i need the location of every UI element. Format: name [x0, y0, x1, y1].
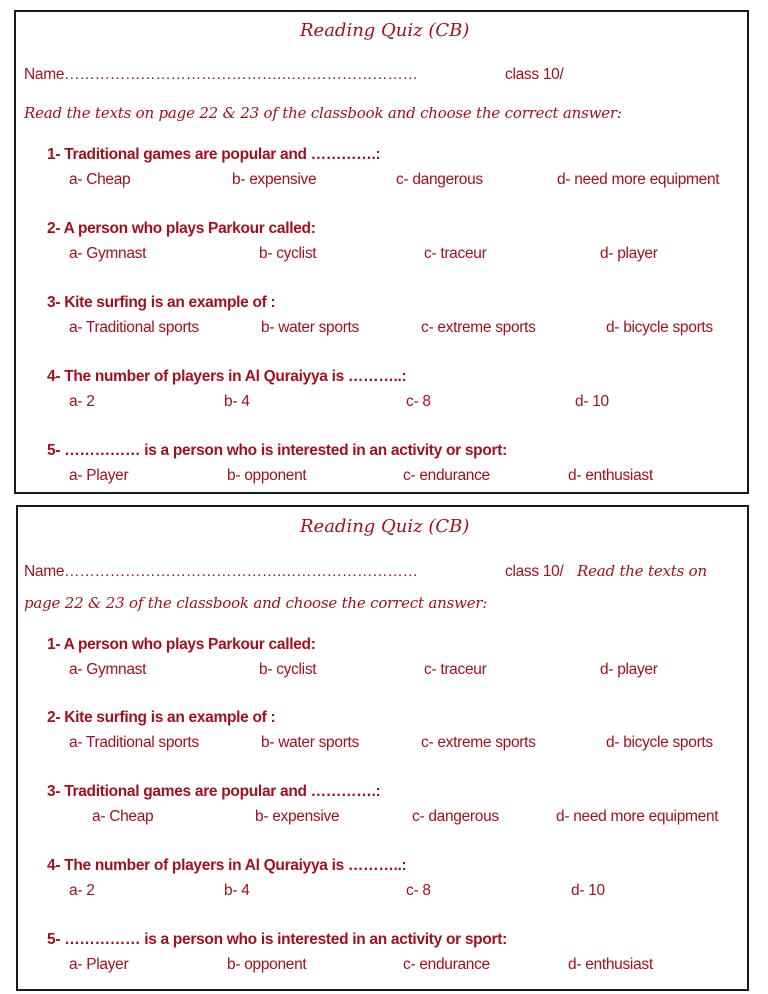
question-text: 5- …………… is a person who is interested in an activity or sport:	[47, 442, 507, 459]
instruction-text-continued: page 22 & 23 of the classbook and choose the correct answer:	[24, 594, 488, 612]
class-label: class 10/	[505, 66, 564, 83]
answer-option-c[interactable]: c- endurance	[403, 467, 490, 484]
answer-option-d[interactable]: d- player	[600, 661, 658, 678]
class-label: class 10/	[505, 563, 564, 580]
answer-option-a[interactable]: a- 2	[69, 882, 95, 899]
answer-option-b[interactable]: b- cyclist	[259, 661, 317, 678]
answer-option-a[interactable]: a- Player	[69, 956, 129, 973]
answer-option-b[interactable]: b- expensive	[232, 171, 317, 188]
answer-option-a[interactable]: a- Player	[69, 467, 129, 484]
question-text: 2- Kite surfing is an example of :	[47, 709, 276, 726]
question-text: 4- The number of players in Al Quraiyya is ………..:	[47, 368, 407, 385]
question-text: 3- Traditional games are popular and ………….:	[47, 783, 381, 800]
answer-option-b[interactable]: b- 4	[224, 393, 250, 410]
answer-option-c[interactable]: c- dangerous	[396, 171, 483, 188]
question-text: 4- The number of players in Al Quraiyya is ………..:	[47, 857, 407, 874]
instruction-text: Read the texts on	[577, 562, 707, 580]
answer-option-d[interactable]: d- 10	[575, 393, 609, 410]
answer-option-c[interactable]: c- endurance	[403, 956, 490, 973]
answer-option-c[interactable]: c- traceur	[424, 661, 487, 678]
answer-option-d[interactable]: d- 10	[571, 882, 605, 899]
name-field-line: Name…………………………………….………………………	[24, 66, 418, 83]
answer-option-d[interactable]: d- enthusiast	[568, 467, 653, 484]
answer-option-a[interactable]: a- Traditional sports	[69, 734, 199, 751]
answer-option-d[interactable]: d- need more equipment	[557, 171, 720, 188]
answer-option-d[interactable]: d- bicycle sports	[606, 734, 713, 751]
answer-option-a[interactable]: a- Gymnast	[69, 245, 147, 262]
answer-option-c[interactable]: c- traceur	[424, 245, 487, 262]
answer-option-d[interactable]: d- player	[600, 245, 658, 262]
answer-option-a[interactable]: a- Cheap	[92, 808, 154, 825]
quiz-title: Reading Quiz (CB)	[300, 20, 470, 41]
answer-option-b[interactable]: b- water sports	[261, 319, 360, 336]
answer-option-d[interactable]: d- enthusiast	[568, 956, 653, 973]
answer-option-a[interactable]: a- Traditional sports	[69, 319, 199, 336]
quiz-title: Reading Quiz (CB)	[300, 516, 470, 537]
answer-option-b[interactable]: b- opponent	[227, 467, 307, 484]
name-field-line: Name…………………………………….………………………	[24, 563, 418, 580]
answer-option-a[interactable]: a- Cheap	[69, 171, 131, 188]
answer-option-b[interactable]: b- cyclist	[259, 245, 317, 262]
answer-option-c[interactable]: c- extreme sports	[421, 734, 536, 751]
answer-option-d[interactable]: d- need more equipment	[556, 808, 719, 825]
question-text: 1- A person who plays Parkour called:	[47, 636, 316, 653]
answer-option-c[interactable]: c- extreme sports	[421, 319, 536, 336]
answer-option-b[interactable]: b- opponent	[227, 956, 307, 973]
question-text: 3- Kite surfing is an example of :	[47, 294, 276, 311]
answer-option-b[interactable]: b- 4	[224, 882, 250, 899]
answer-option-a[interactable]: a- 2	[69, 393, 95, 410]
answer-option-c[interactable]: c- dangerous	[412, 808, 499, 825]
answer-option-c[interactable]: c- 8	[406, 882, 431, 899]
answer-option-d[interactable]: d- bicycle sports	[606, 319, 713, 336]
question-text: 1- Traditional games are popular and ………….:	[47, 146, 381, 163]
question-text: 5- …………… is a person who is interested in an activity or sport:	[47, 931, 507, 948]
answer-option-b[interactable]: b- water sports	[261, 734, 360, 751]
answer-option-b[interactable]: b- expensive	[255, 808, 340, 825]
instruction-text: Read the texts on page 22 & 23 of the classbook and choose the correct answer:	[24, 104, 622, 122]
answer-option-a[interactable]: a- Gymnast	[69, 661, 147, 678]
question-text: 2- A person who plays Parkour called:	[47, 220, 316, 237]
answer-option-c[interactable]: c- 8	[406, 393, 431, 410]
